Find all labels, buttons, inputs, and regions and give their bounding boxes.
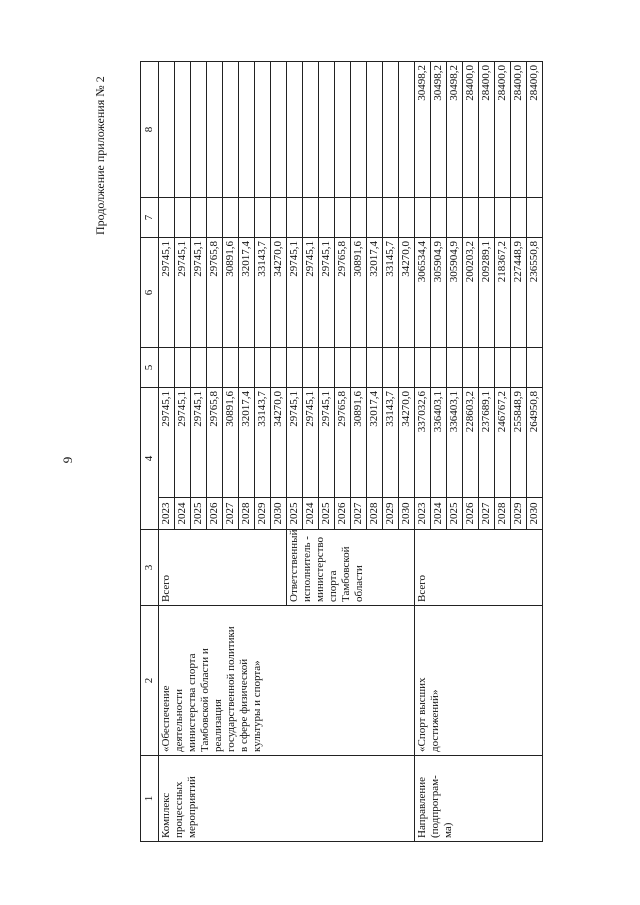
column-5-cell xyxy=(463,348,479,388)
column-6-cell: 218367,2 xyxy=(495,238,511,348)
column-6-cell: 33143,7 xyxy=(255,238,271,348)
column-5-cell xyxy=(383,348,399,388)
column-8-cell xyxy=(367,62,383,198)
column-8-cell: 28400,0 xyxy=(479,62,495,198)
column-6-cell: 29745,1 xyxy=(319,238,335,348)
column-6-cell: 236550,8 xyxy=(527,238,543,348)
year-cell: 2026 xyxy=(463,498,479,530)
year-cell: 2027 xyxy=(223,498,239,530)
column-8-cell: 28400,0 xyxy=(527,62,543,198)
column-7-cell xyxy=(271,198,287,238)
column-6-cell: 29745,1 xyxy=(303,238,319,348)
column-7-cell xyxy=(399,198,415,238)
total-amount-cell: 336403,1 xyxy=(447,388,463,498)
column-5-cell xyxy=(175,348,191,388)
column-5-cell xyxy=(431,348,447,388)
column-5-cell xyxy=(191,348,207,388)
year-cell: 2026 xyxy=(207,498,223,530)
column-7-cell xyxy=(255,198,271,238)
column-8-cell xyxy=(335,62,351,198)
column-7-cell xyxy=(159,198,175,238)
column-7-cell xyxy=(383,198,399,238)
year-cell: 2024 xyxy=(431,498,447,530)
year-cell: 2028 xyxy=(239,498,255,530)
column-5-cell xyxy=(367,348,383,388)
column-6-cell: 29765,8 xyxy=(335,238,351,348)
column-7-cell xyxy=(335,198,351,238)
total-amount-cell: 228603,2 xyxy=(463,388,479,498)
year-cell: 2028 xyxy=(367,498,383,530)
column-8-cell: 28400,0 xyxy=(511,62,527,198)
year-cell: 2023 xyxy=(415,498,431,530)
year-cell: 2029 xyxy=(383,498,399,530)
column-6-cell: 305904,9 xyxy=(431,238,447,348)
year-cell: 2029 xyxy=(255,498,271,530)
year-cell: 2030 xyxy=(399,498,415,530)
year-cell: 2027 xyxy=(351,498,367,530)
column-5-cell xyxy=(255,348,271,388)
category-cell: Направление (подпрограм- ма) xyxy=(415,756,543,842)
column-5-cell xyxy=(287,348,303,388)
column-8-cell xyxy=(255,62,271,198)
year-cell: 2028 xyxy=(495,498,511,530)
total-amount-cell: 33143,7 xyxy=(255,388,271,498)
column-6-cell: 200203,2 xyxy=(463,238,479,348)
column-5-cell xyxy=(511,348,527,388)
total-amount-cell: 29765,8 xyxy=(207,388,223,498)
source-cell: Ответственный исполнитель - министерство спорта Тамбовской области xyxy=(287,530,415,606)
column-6-cell: 29765,8 xyxy=(207,238,223,348)
description-cell: «Обеспечение деятельности министерства спорта Тамбовской области и реализация государственной политики в сфере физической культуры и спорта» xyxy=(159,606,415,756)
year-cell: 2025 xyxy=(319,498,335,530)
column-header-5: 5 xyxy=(141,348,159,388)
column-5-cell xyxy=(351,348,367,388)
total-amount-cell: 336403,1 xyxy=(431,388,447,498)
category-cell: Комплекс процессных мероприятий xyxy=(159,756,415,842)
column-7-cell xyxy=(495,198,511,238)
column-7-cell xyxy=(239,198,255,238)
year-cell: 2024 xyxy=(175,498,191,530)
table-row xyxy=(159,62,175,842)
total-amount-cell: 237689,1 xyxy=(479,388,495,498)
column-7-cell xyxy=(447,198,463,238)
column-5-cell xyxy=(415,348,431,388)
column-header-8: 8 xyxy=(141,62,159,198)
column-7-cell xyxy=(367,198,383,238)
column-7-cell xyxy=(303,198,319,238)
year-cell: 2030 xyxy=(271,498,287,530)
column-5-cell xyxy=(399,348,415,388)
column-6-cell: 30891,6 xyxy=(223,238,239,348)
year-cell: 2026 xyxy=(335,498,351,530)
column-5-cell xyxy=(159,348,175,388)
column-5-cell xyxy=(495,348,511,388)
column-8-cell xyxy=(207,62,223,198)
column-header-6: 6 xyxy=(141,238,159,348)
description-cell: «Спорт высших достижений» xyxy=(415,606,543,756)
column-5-cell xyxy=(223,348,239,388)
column-header-3: 3 xyxy=(141,530,159,606)
total-amount-cell: 29745,1 xyxy=(303,388,319,498)
column-6-cell: 30891,6 xyxy=(351,238,367,348)
column-6-cell: 34270,0 xyxy=(399,238,415,348)
source-cell: Всего xyxy=(159,530,287,606)
column-8-cell xyxy=(383,62,399,198)
column-7-cell xyxy=(175,198,191,238)
column-7-cell xyxy=(415,198,431,238)
year-cell: 2025 xyxy=(287,498,303,530)
source-cell: Всего xyxy=(415,530,543,606)
column-5-cell xyxy=(207,348,223,388)
column-8-cell: 30498,2 xyxy=(431,62,447,198)
column-6-cell: 29745,1 xyxy=(159,238,175,348)
column-8-cell xyxy=(239,62,255,198)
column-5-cell xyxy=(335,348,351,388)
total-amount-cell: 34270,0 xyxy=(399,388,415,498)
column-6-cell: 34270,0 xyxy=(271,238,287,348)
year-cell: 2027 xyxy=(479,498,495,530)
page-number: 9 xyxy=(60,456,75,464)
total-amount-cell: 32017,4 xyxy=(239,388,255,498)
column-7-cell xyxy=(463,198,479,238)
column-8-cell xyxy=(159,62,175,198)
total-amount-cell: 33143,7 xyxy=(383,388,399,498)
column-6-cell: 32017,4 xyxy=(239,238,255,348)
rotated-table-container xyxy=(140,62,590,842)
year-cell: 2030 xyxy=(527,498,543,530)
column-5-cell xyxy=(239,348,255,388)
year-cell: 2024 xyxy=(303,498,319,530)
column-header-1: 1 xyxy=(141,756,159,842)
column-5-cell xyxy=(479,348,495,388)
total-amount-cell: 337032,6 xyxy=(415,388,431,498)
total-amount-cell: 264950,8 xyxy=(527,388,543,498)
column-header-4: 4 xyxy=(141,388,159,530)
total-amount-cell: 32017,4 xyxy=(367,388,383,498)
column-6-cell: 306534,4 xyxy=(415,238,431,348)
total-amount-cell: 30891,6 xyxy=(351,388,367,498)
column-6-cell: 32017,4 xyxy=(367,238,383,348)
column-7-cell xyxy=(351,198,367,238)
budget-table xyxy=(140,61,543,842)
appendix-caption: Продолжение приложения № 2 xyxy=(93,76,107,235)
header-row xyxy=(141,62,159,842)
column-7-cell xyxy=(191,198,207,238)
column-6-cell: 33145,7 xyxy=(383,238,399,348)
column-6-cell: 227448,9 xyxy=(511,238,527,348)
total-amount-cell: 246767,2 xyxy=(495,388,511,498)
year-cell: 2025 xyxy=(191,498,207,530)
total-amount-cell: 29745,1 xyxy=(191,388,207,498)
column-5-cell xyxy=(271,348,287,388)
total-amount-cell: 30891,6 xyxy=(223,388,239,498)
column-8-cell xyxy=(351,62,367,198)
column-7-cell xyxy=(527,198,543,238)
column-7-cell xyxy=(223,198,239,238)
column-header-7: 7 xyxy=(141,198,159,238)
column-8-cell xyxy=(303,62,319,198)
column-5-cell xyxy=(447,348,463,388)
column-6-cell: 305904,9 xyxy=(447,238,463,348)
column-6-cell: 29745,1 xyxy=(175,238,191,348)
column-6-cell: 29745,1 xyxy=(191,238,207,348)
total-amount-cell: 255848,9 xyxy=(511,388,527,498)
column-8-cell: 30498,2 xyxy=(447,62,463,198)
year-cell: 2023 xyxy=(159,498,175,530)
column-8-cell xyxy=(223,62,239,198)
total-amount-cell: 29745,1 xyxy=(287,388,303,498)
total-amount-cell: 29745,1 xyxy=(319,388,335,498)
column-8-cell: 28400,0 xyxy=(463,62,479,198)
column-5-cell xyxy=(527,348,543,388)
column-7-cell xyxy=(319,198,335,238)
column-8-cell xyxy=(191,62,207,198)
column-7-cell xyxy=(287,198,303,238)
year-cell: 2025 xyxy=(447,498,463,530)
table-body xyxy=(159,62,543,842)
column-8-cell xyxy=(319,62,335,198)
column-header-2: 2 xyxy=(141,606,159,756)
column-7-cell xyxy=(207,198,223,238)
column-8-cell xyxy=(287,62,303,198)
table-row xyxy=(415,62,431,842)
total-amount-cell: 29765,8 xyxy=(335,388,351,498)
column-6-cell: 209289,1 xyxy=(479,238,495,348)
year-cell: 2029 xyxy=(511,498,527,530)
column-7-cell xyxy=(479,198,495,238)
column-6-cell: 29745,1 xyxy=(287,238,303,348)
total-amount-cell: 29745,1 xyxy=(159,388,175,498)
column-8-cell: 30498,2 xyxy=(415,62,431,198)
column-8-cell xyxy=(399,62,415,198)
column-7-cell xyxy=(431,198,447,238)
column-8-cell xyxy=(175,62,191,198)
total-amount-cell: 29745,1 xyxy=(175,388,191,498)
column-8-cell xyxy=(271,62,287,198)
column-5-cell xyxy=(303,348,319,388)
total-amount-cell: 34270,0 xyxy=(271,388,287,498)
column-7-cell xyxy=(511,198,527,238)
column-8-cell: 28400,0 xyxy=(495,62,511,198)
column-5-cell xyxy=(319,348,335,388)
